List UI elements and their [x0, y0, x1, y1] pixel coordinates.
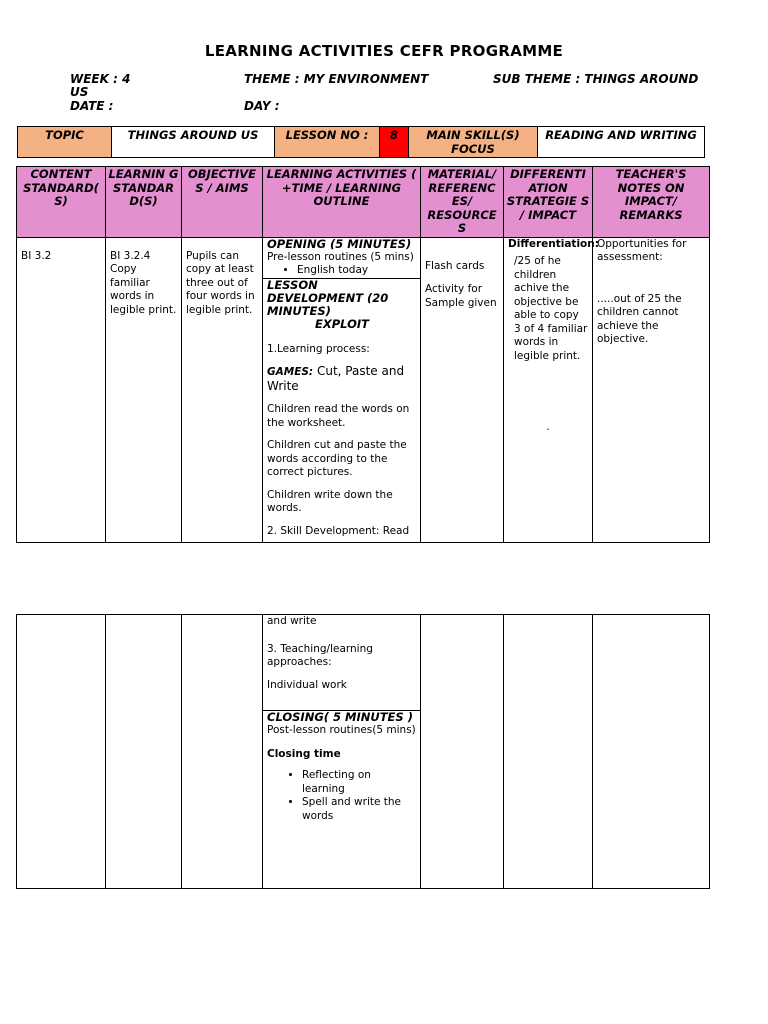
games-label: GAMES: — [267, 366, 314, 378]
empty-cell — [504, 615, 593, 889]
skill-development-text: 2. Skill Development: Read — [267, 524, 410, 537]
header-materials: MATERIAL/ REFERENC ES/ RESOURCE S — [421, 167, 504, 238]
step-cut-paste: Children cut and paste the words according to the correct pictures. — [267, 439, 407, 478]
step-write: Children write down the words. — [267, 488, 393, 514]
learning-standard-cell: BI 3.2.4 Copy familiar words in legible print. — [106, 237, 182, 543]
topic-table — [17, 126, 705, 158]
opening-list — [267, 264, 416, 278]
sub-theme-continuation: US — [70, 85, 89, 99]
header-objectives: OBJECTIVE S / AIMS — [182, 167, 263, 238]
list-item: • English today — [297, 264, 416, 278]
table-row — [17, 615, 710, 889]
games-text — [267, 365, 416, 394]
opening-text: Pre-lesson routines (5 mins) — [267, 250, 414, 263]
closing-heading: CLOSING( 5 MINUTES ) — [267, 710, 413, 724]
day-field: DAY : — [244, 99, 280, 113]
learning-activities-cell — [263, 237, 421, 543]
table-header-row — [17, 167, 710, 238]
week-field: WEEK : 4 — [70, 72, 131, 86]
learning-process-text: 1.Learning process: — [267, 342, 370, 355]
table-row — [17, 237, 710, 543]
objectives-cell: Pupils can copy at least three out of four words in legible print. — [182, 237, 263, 543]
empty-cell — [106, 615, 182, 889]
teacher-notes-cell — [593, 237, 710, 543]
lesson-plan-table-continued — [16, 614, 710, 889]
differentiation-text: /25 of he children achive the objective be able to copy 3 of 4 familiar words in legible print. — [514, 255, 588, 362]
empty-cell — [182, 615, 263, 889]
header-differentiation: DIFFERENTI ATION STRATEGIE S / IMPACT — [504, 167, 593, 238]
content-standard-cell: BI 3.2 — [17, 237, 106, 543]
closing-text: Post-lesson routines(5 mins) — [267, 724, 416, 736]
closing-time-label: Closing time — [267, 747, 341, 760]
differentiation-dot: . — [546, 421, 550, 433]
topic-label: TOPIC — [18, 127, 112, 158]
lesson-plan-table — [16, 166, 710, 543]
remark-text: .....out of 25 the children cannot achieve the objective. — [597, 292, 682, 345]
empty-cell — [593, 615, 710, 889]
materials-cell — [421, 237, 504, 543]
learning-activities-cell-continued — [263, 615, 421, 889]
development-heading: LESSON DEVELOPMENT (20 MINUTES) — [267, 277, 389, 318]
lesson-no-label: LESSON NO : — [275, 127, 380, 158]
step-read: Children read the words on the worksheet. — [267, 403, 410, 429]
lesson-no-value: 8 — [380, 127, 409, 158]
header-teacher-notes: TEACHER'S NOTES ON IMPACT/ REMARKS — [593, 167, 710, 238]
material-flash-cards: Flash cards — [425, 259, 485, 272]
main-skill-label: MAIN SKILL(S) FOCUS — [409, 127, 538, 158]
header-learning-activities: LEARNING ACTIVITIES ( +TIME / LEARNING OUTLINE — [263, 167, 421, 238]
header-learning-standard: LEARNIN G STANDAR D(S) — [106, 167, 182, 238]
material-activity: Activity for Sample given — [425, 283, 497, 309]
date-field: DATE : — [70, 99, 114, 113]
list-item: • Reflecting on learning — [302, 769, 416, 796]
theme-field: THEME : MY ENVIRONMENT — [244, 72, 429, 86]
empty-cell — [17, 615, 106, 889]
closing-list — [267, 769, 416, 823]
list-item: • Spell and write the words — [302, 796, 416, 823]
games-title: Cut, Paste and Write — [267, 364, 405, 393]
approaches-text: 3. Teaching/learning approaches: — [267, 642, 373, 668]
header-content-standard: CONTENT STANDARD( S) — [17, 167, 106, 238]
main-skill-value: READING AND WRITING — [538, 127, 705, 158]
exploit-heading: EXPLOIT — [315, 316, 369, 331]
differentiation-heading: Differentiation: — [508, 237, 599, 250]
opening-heading: OPENING (5 MINUTES) — [267, 236, 412, 251]
topic-value: THINGS AROUND US — [112, 127, 275, 158]
sub-theme-field: SUB THEME : THINGS AROUND — [493, 72, 699, 86]
differentiation-cell — [504, 237, 599, 543]
individual-work-text: Individual work — [267, 678, 347, 691]
empty-cell — [421, 615, 504, 889]
assessment-text: Opportunities for assessment: — [597, 237, 687, 263]
skill-development-continued: and write — [267, 615, 317, 627]
page-title: LEARNING ACTIVITIES CEFR PROGRAMME — [204, 42, 564, 60]
